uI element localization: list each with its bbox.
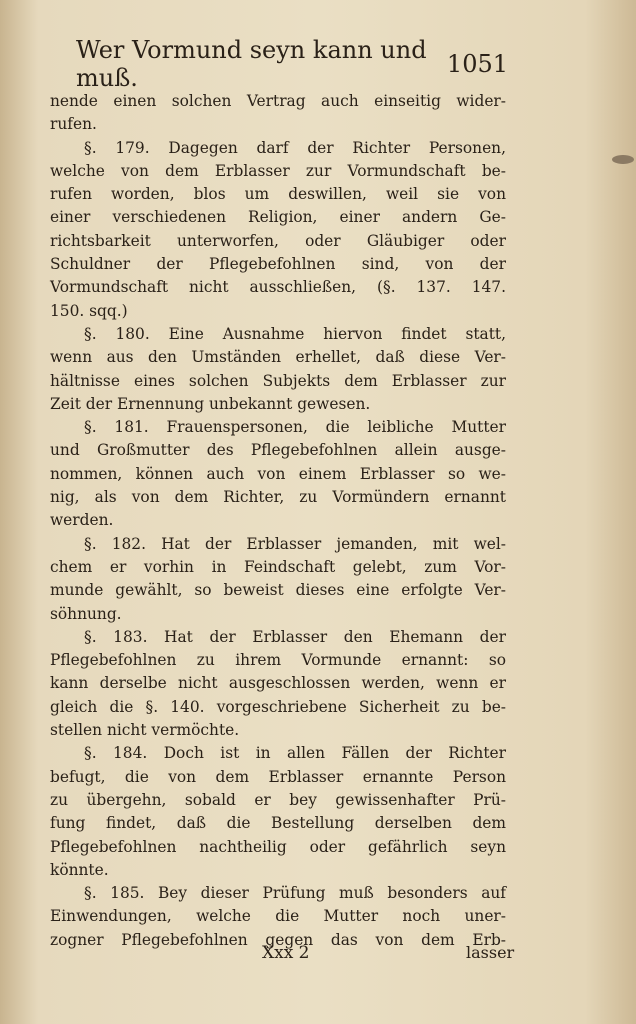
- text-line: nommen, können auch von einem Erblasser so we-: [50, 464, 506, 483]
- text-line: rufen.: [50, 115, 97, 134]
- text-line: rufen worden, blos um deswillen, weil sie von: [50, 185, 506, 204]
- text-line: §. 183. Hat der Erblasser den Ehemann der: [84, 627, 506, 646]
- text-line: Einwendungen, welche die Mutter noch uner-: [50, 907, 506, 926]
- running-header: [76, 36, 508, 92]
- text-line: Schuldner der Pflegebefohlnen sind, von der: [50, 255, 506, 274]
- text-line: hältnisse eines solchen Subjekts dem Erblasser zur: [50, 371, 506, 390]
- text-line: wenn aus den Umständen erhellet, daß diese Ver-: [50, 348, 506, 367]
- text-line: könnte.: [50, 860, 109, 879]
- text-line: munde gewählt, so beweist dieses eine erfolgte Ver-: [50, 581, 506, 600]
- text-line: §. 184. Doch ist in allen Fällen der Richter: [84, 744, 506, 763]
- text-line: stellen nicht vermöchte.: [50, 721, 240, 740]
- signature-mark: Xxx 2: [262, 943, 310, 963]
- text-line: richtsbarkeit unterworfen, oder Gläubiger oder: [50, 231, 506, 250]
- text-line: nig, als von dem Richter, zu Vormündern ernannt: [50, 488, 506, 507]
- text-line: werden.: [50, 511, 114, 530]
- text-line: nende einen solchen Vertrag auch einseitig wider-: [50, 92, 506, 110]
- page-number: 1051: [446, 50, 508, 78]
- catchword: lasser: [466, 943, 515, 962]
- text-line: 150. sqq.): [50, 301, 128, 320]
- text-line: §. 185. Bey dieser Prüfung muß besonders auf: [84, 884, 506, 903]
- body-text: [50, 90, 506, 952]
- text-line: söhnung.: [50, 604, 122, 623]
- text-line: gleich die §. 140. vorgeschriebene Sicherheit zu be-: [50, 697, 506, 716]
- text-line: Vormundschaft nicht ausschließen, (§. 137. 147.: [50, 278, 506, 297]
- text-line: Pflegebefohlnen nachtheilig oder gefährlich seyn: [50, 837, 506, 856]
- text-line: welche von dem Erblasser zur Vormundschaft be-: [50, 161, 506, 180]
- text-line: §. 181. Frauenspersonen, die leibliche Mutter: [84, 418, 506, 437]
- text-line: einer verschiedenen Religion, einer andern Ge-: [50, 208, 506, 227]
- ink-smudge: [612, 155, 634, 164]
- text-line: kann derselbe nicht ausgeschlossen werden, wenn er: [50, 674, 506, 693]
- text-line: befugt, die von dem Erblasser ernannte Person: [50, 767, 506, 786]
- text-line: Zeit der Ernennung unbekannt gewesen.: [50, 394, 371, 413]
- text-line: und Großmutter des Pflegebefohlnen allein ausge-: [50, 441, 506, 460]
- text-line: fung findet, daß die Bestellung derselben dem: [50, 814, 506, 833]
- text-line: zu übergehn, sobald er bey gewissenhafter Prü-: [50, 790, 506, 809]
- text-line: §. 179. Dagegen darf der Richter Personen,: [84, 138, 506, 157]
- text-line: chem er vorhin in Feindschaft gelebt, zum Vor-: [50, 557, 506, 576]
- running-title: Wer Vormund seyn kann und muß.: [76, 36, 427, 92]
- text-line: §. 180. Eine Ausnahme hiervon findet statt,: [84, 324, 506, 343]
- text-line: §. 182. Hat der Erblasser jemanden, mit wel-: [84, 534, 506, 553]
- text-line: zogner Pflegebefohlnen gegen das von dem Erb-: [50, 930, 506, 949]
- text-line: Pflegebefohlnen zu ihrem Vormunde ernannt: so: [50, 651, 506, 670]
